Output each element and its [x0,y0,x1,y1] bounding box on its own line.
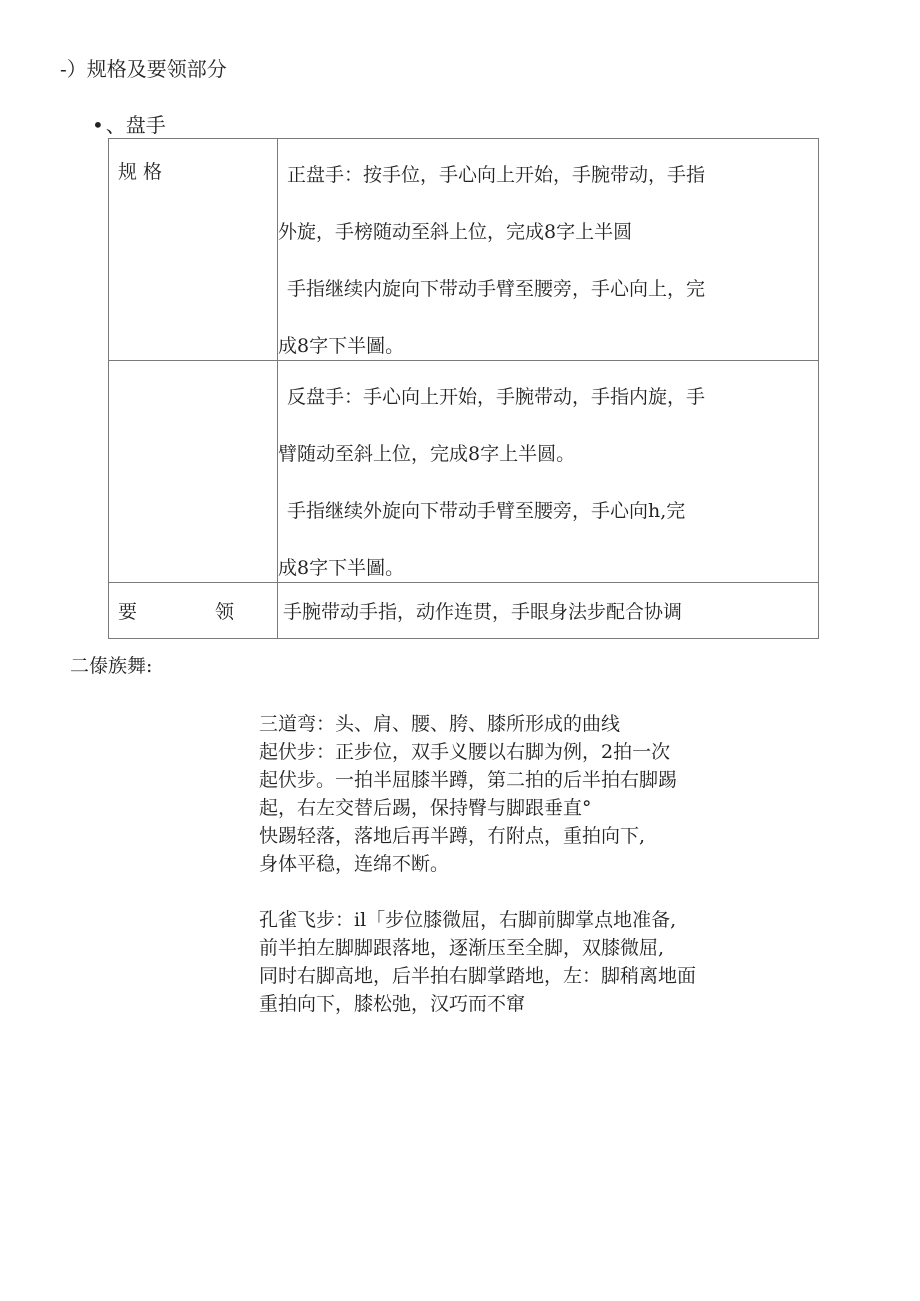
table-label-cell [109,583,278,639]
text-line: 同时右脚高地，后半拍右脚掌踏地，左：脚稍离地面 [259,965,697,987]
text-line: 正盘手：按手位，手心向上开始，手腕带动，手指 [287,164,706,186]
text-line: 外旋，手榜随动至斜上位，完成8字上半圆 [278,221,633,243]
section2-heading: 二傣族舞: [70,655,153,677]
table-content-cell [278,139,819,361]
text-line: 臂随动至斜上位，完成8字上半圆。 [278,443,576,465]
label-spec: 规格 [118,161,169,183]
text-line: 身体平稳，连绵不断。 [259,853,450,875]
text-line: 成8字下半圖。 [278,335,405,357]
table-content-cell [278,583,819,639]
label-part: 领 [214,601,234,623]
text-line: 重拍向下，膝松弛，汉巧而不窜 [259,993,526,1015]
text-line: 前半拍左脚脚跟落地，逐渐压至全脚，双膝微屈, [259,937,665,959]
table-label-cell [109,361,278,583]
text-line: 成8字下半圖。 [278,557,405,579]
subsection-title: 、盘手 [105,113,166,137]
key-text: 手腕带动手指，动作连贯，手眼身法步配合协调 [283,601,683,623]
text-line: 三道弯：头、肩、腰、胯、膝所形成的曲线 [259,713,621,735]
label-key [118,597,234,624]
table-label-cell [109,139,278,361]
text-line: 起，右左交替后踢，保持臀与脚跟垂直° [259,797,592,819]
text-line: 起伏步：正步位，双手义腰以右脚为例，2拍一次 [259,741,671,763]
table-content-cell [278,361,819,583]
table-row [109,583,819,639]
text-line: 反盘手：手心向上开始，手腕带动，手指内旋，手 [287,386,706,408]
bullet-icon: • [92,113,104,137]
subsection-heading [92,112,166,138]
text-line: 手指继续外旋向下带动手臂至腰旁，手心向h,完 [287,500,686,522]
section-heading: -）规格及要领部分 [60,57,227,81]
table-row [109,361,819,583]
label-part: 要 [118,601,138,623]
paragraph [259,710,677,878]
text-line: 起伏步。一拍半屈膝半蹲，第二拍的后半拍右脚踢 [259,769,678,791]
text-line: 孔雀飞步：il「步位膝微屈，右脚前脚掌点地准备, [259,909,677,931]
text-line: 手指继续内旋向下带动手臂至腰旁，手心向上，完 [287,278,706,300]
spec-table [108,138,819,639]
table-row [109,139,819,361]
text-line: 快踢轻落，落地后再半蹲，冇附点，重拍向下, [259,825,646,847]
paragraph [259,906,696,1018]
